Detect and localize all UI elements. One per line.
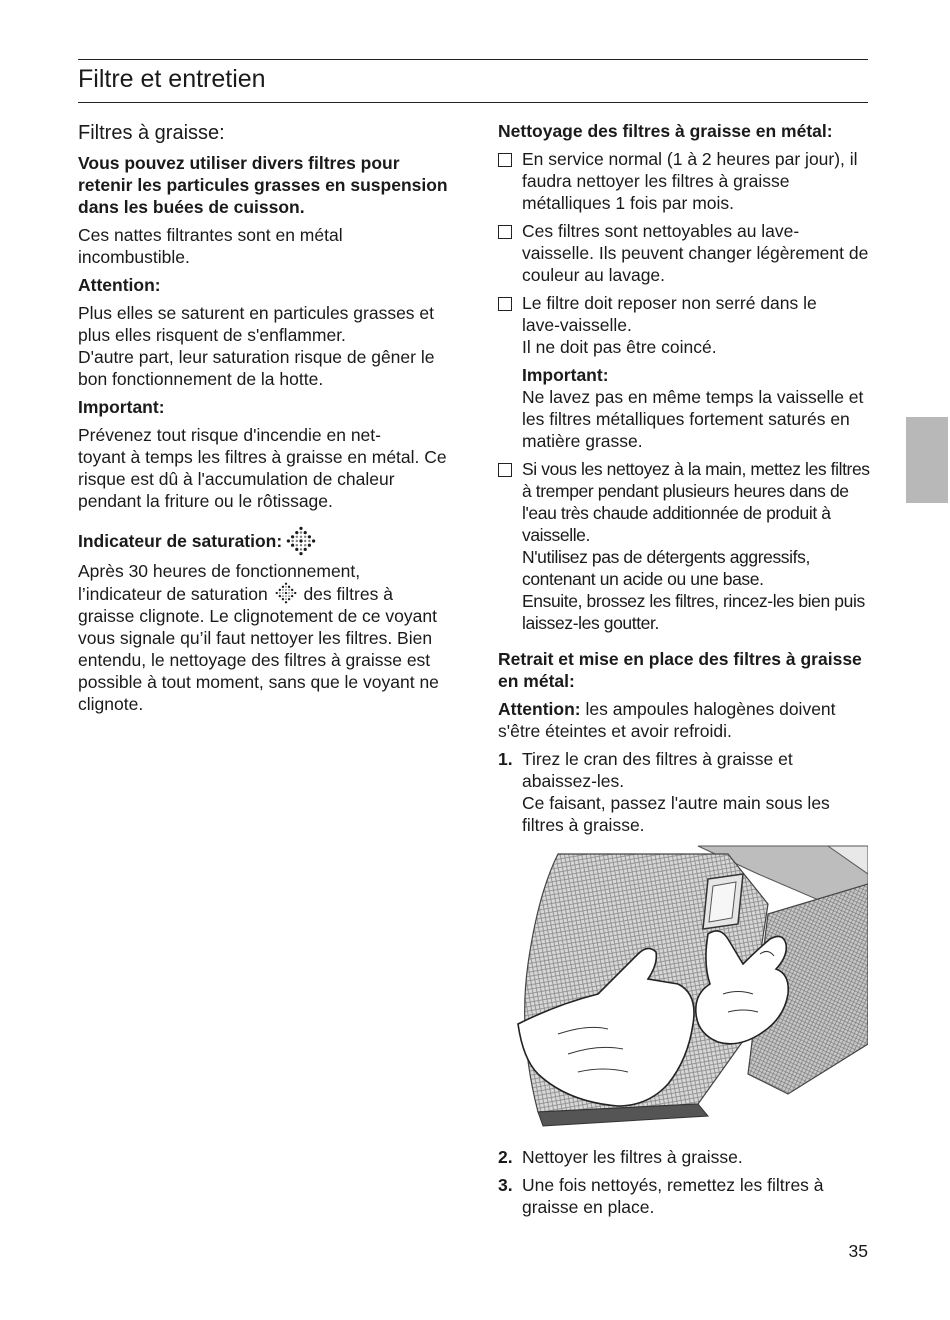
indicator-dot <box>282 589 284 591</box>
important-note <box>522 364 870 452</box>
indicator-dot <box>291 535 294 538</box>
indicator-dot <box>284 601 286 603</box>
indicator-dot <box>279 592 281 594</box>
checkbox-bullet-icon <box>498 153 512 167</box>
bullet-text: Le filtre doit reposer non serré dans le lave-vaisselle. Il ne doit pas être coincé. <box>522 293 817 357</box>
section-tab-marker <box>906 417 948 503</box>
saturation-label: Indicateur de saturation: <box>78 531 283 551</box>
indicator-dot <box>291 544 294 547</box>
step-number: 1. <box>498 749 513 769</box>
top-rule <box>78 59 868 60</box>
bullet-text: Ces filtres sont nettoyables au lave- vaisselle. Ils peuvent changer légèrement de couleur au lavage. <box>522 221 869 285</box>
indicator-dot <box>292 540 294 542</box>
indicator-dot <box>308 544 311 547</box>
step-text: Nettoyer les filtres à graisse. <box>522 1147 743 1167</box>
indicator-dot <box>278 589 280 591</box>
indicator-dot <box>287 598 289 600</box>
indicator-dot <box>285 589 287 591</box>
indicator-dot <box>304 536 306 538</box>
page-number: 35 <box>848 1241 868 1261</box>
indicator-dot <box>284 583 286 585</box>
checkbox-bullet-icon <box>498 225 512 239</box>
intro-text: Vous pouvez utiliser divers filtres pour retenir les particules grasses en suspension dans les buées de cuisson. <box>78 153 448 217</box>
list-item <box>498 292 870 358</box>
indicator-dot <box>288 589 290 591</box>
bullet-text: En service normal (1 à 2 heures par jour), il faudra nettoyer les filtres à graisse métalliques 1 fois par mois. <box>522 149 858 213</box>
indicator-dot <box>300 536 302 538</box>
indicator-dot <box>295 548 298 551</box>
indicator-dot <box>278 595 280 597</box>
indicator-dot <box>288 595 290 597</box>
title-rule <box>78 102 868 103</box>
nattes-text: Ces nattes filtrantes sont en métal incombustible. <box>78 225 343 267</box>
step-item <box>498 1174 870 1218</box>
indicator-dot <box>312 539 315 542</box>
saturation-indicator-icon <box>275 582 297 604</box>
step-text: Tirez le cran des filtres à graisse et abaissez-les. Ce faisant, passez l'autre main sous les filtres à graisse. <box>522 749 830 835</box>
removal-attention <box>498 698 870 742</box>
indicator-dot <box>282 592 284 594</box>
indicator-dot <box>287 539 290 542</box>
removal-heading: Retrait et mise en place des filtres à graisse en métal: <box>498 649 862 691</box>
indicator-dot <box>300 527 303 530</box>
indicator-dot <box>285 598 287 600</box>
indicator-dot <box>296 544 298 546</box>
important-text-right: Ne lavez pas en même temps la vaisselle et les filtres métalliques fortement saturés en matière grasse. <box>522 387 864 451</box>
important-text: Prévenez tout risque d'incendie en net- toyant à temps les filtres à graisse en métal. Ce risque est dû à l'accumulation de chaleur pendant la friture ou le rôtissage. <box>78 425 447 511</box>
indicator-dot <box>300 548 302 550</box>
indicator-dot <box>296 536 298 538</box>
filter-removal-illustration <box>498 844 868 1128</box>
bullet-text: Si vous les nettoyez à la main, mettez les filtres à tremper pendant plusieurs heures dans de l'eau très chaude additionnée de produit à vaisselle. N'utilisez pas de détergents aggressifs, contenant un acide ou une base. Ensuite, brossez les filtres, rincez-les bien puis laissez-les goutter. <box>522 459 870 633</box>
right-column <box>498 120 870 1224</box>
indicator-dot <box>300 539 303 542</box>
indicator-dot <box>300 544 302 546</box>
step-number: 3. <box>498 1175 513 1195</box>
indicator-dot <box>275 592 277 594</box>
indicator-dot <box>291 589 293 591</box>
saturation-text <box>78 560 453 715</box>
removal-attention-label: Attention: <box>498 699 581 719</box>
step-item <box>498 1146 870 1168</box>
indicator-dot <box>294 592 296 594</box>
indicator-dot <box>285 595 287 597</box>
grease-filters-heading: Filtres à graisse: <box>78 122 225 144</box>
list-item <box>498 220 870 286</box>
indicator-dot <box>296 540 298 542</box>
step-text: Une fois nettoyés, remettez les filtres à graisse en place. <box>522 1175 824 1217</box>
left-column <box>78 120 453 721</box>
step-number: 2. <box>498 1147 513 1167</box>
saturation-text-part2: des filtres à graisse clignote. Le clignotement de ce voyant vous signale qu’il faut nettoyer les filtres. Bien entendu, le nettoyage des filtres à graisse est possible à tout moment, sans que le voyant ne clignote. <box>78 584 439 714</box>
list-item <box>498 458 870 634</box>
list-item <box>498 148 870 214</box>
indicator-dot <box>291 595 293 597</box>
indicator-dot <box>287 586 289 588</box>
checkbox-bullet-icon <box>498 297 512 311</box>
indicator-dot <box>285 586 287 588</box>
indicator-dot <box>291 592 293 594</box>
saturation-indicator-icon <box>286 526 316 556</box>
indicator-dot <box>304 544 306 546</box>
checkbox-bullet-icon <box>498 463 512 477</box>
indicator-dot <box>281 598 283 600</box>
attention-label: Attention: <box>78 275 161 295</box>
indicator-dot <box>304 531 307 534</box>
indicator-dot <box>300 531 302 533</box>
indicator-dot <box>304 548 307 551</box>
cleaning-heading: Nettoyage des filtres à graisse en métal: <box>498 121 833 141</box>
indicator-dot <box>282 595 284 597</box>
indicator-dot <box>288 592 290 594</box>
indicator-dot <box>284 592 286 594</box>
indicator-dot <box>300 552 303 555</box>
indicator-dot <box>295 531 298 534</box>
important-label-right: Important: <box>522 365 609 385</box>
page-title: Filtre et entretien <box>78 65 266 93</box>
important-label: Important: <box>78 397 165 417</box>
saturation-heading <box>78 526 453 556</box>
indicator-dot <box>308 535 311 538</box>
indicator-dot <box>304 540 306 542</box>
indicator-dot <box>281 586 283 588</box>
saturation-text-part1: Après 30 heures de fonctionnement, l’indicateur de saturation <box>78 561 361 604</box>
removal-attention-text: les ampoules halogènes doivent s'être éteintes et avoir refroidi. <box>498 699 836 741</box>
indicator-dot <box>308 540 310 542</box>
step-item <box>498 748 870 836</box>
attention-text: Plus elles se saturent en particules grasses et plus elles risquent de s'enflammer. D'autre part, leur saturation risque de gêner le bon fonctionnement de la hotte. <box>78 303 435 389</box>
